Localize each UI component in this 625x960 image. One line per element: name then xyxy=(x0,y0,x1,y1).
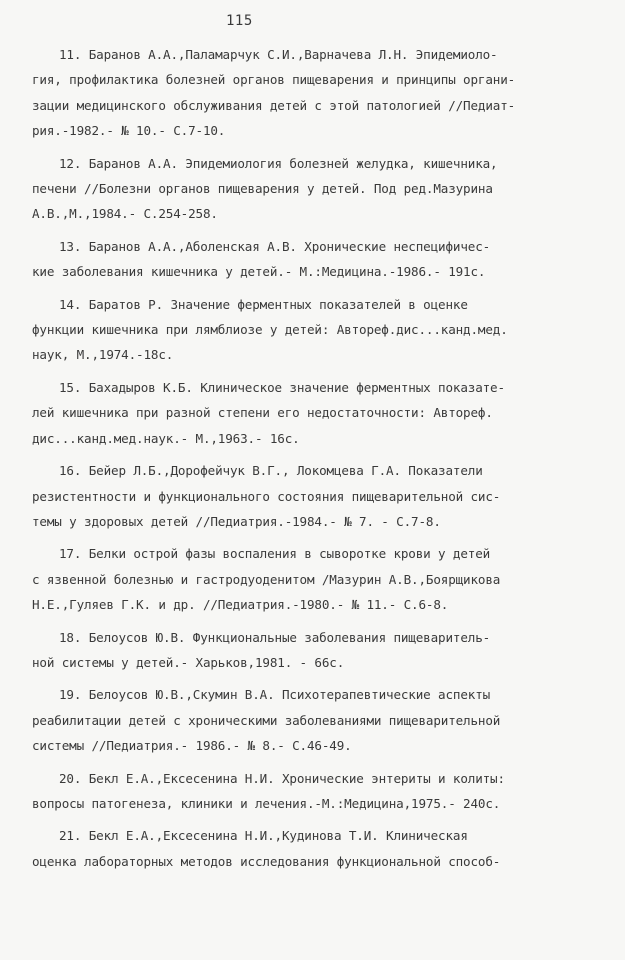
reference-line: 13. Баранов А.А.,Аболенская А.В. Хронические неспецифичес- xyxy=(59,238,491,254)
page-number: 115 xyxy=(226,13,253,29)
reference-item xyxy=(32,625,604,676)
reference-line: зации медицинского обслуживания детей с этой патологией //Педиат- xyxy=(32,97,516,113)
reference-line: темы у здоровых детей //Педиатрия.-1984.- № 7. - С.7-8. xyxy=(32,513,441,529)
reference-line: 16. Бейер Л.Б.,Дорофейчук В.Г., Локомцева Г.А. Показатели xyxy=(59,463,483,479)
reference-line: 12. Баранов А.А. Эпидемиология болезней желудка, кишечника, xyxy=(59,155,498,171)
reference-line: рия.-1982.- № 10.- С.7-10. xyxy=(32,123,226,139)
reference-line: 14. Баратов Р. Значение ферментных показателей в оценке xyxy=(59,296,468,312)
reference-line: 17. Белки острой фазы воспаления в сыворотке крови у детей xyxy=(59,546,491,562)
reference-line: А.В.,М.,1984.- С.254-258. xyxy=(32,206,218,222)
reference-line: функции кишечника при лямблиозе у детей: Автореф.дис...канд.мед. xyxy=(32,322,508,338)
reference-item xyxy=(32,823,604,874)
reference-line: 21. Бекл Е.А.,Ексесенина Н.И.,Кудинова Т.И. Клиническая xyxy=(59,828,468,844)
reference-item xyxy=(32,766,604,817)
reference-line: оценка лабораторных методов исследования функциональной способ- xyxy=(32,853,501,869)
reference-line: гия, профилактика болезней органов пищеварения и принципы органи- xyxy=(32,72,516,88)
reference-item xyxy=(32,375,604,451)
reference-line: 20. Бекл Е.А.,Ексесенина Н.И. Хронические энтериты и колиты: xyxy=(59,770,505,786)
reference-line: реабилитации детей с хроническими заболеваниями пищеварительной xyxy=(32,712,501,728)
reference-line: лей кишечника при разной степени его недостаточности: Автореф. xyxy=(32,405,493,421)
reference-item xyxy=(32,541,604,617)
reference-line: резистентности и функционального состояния пищеварительной сис- xyxy=(32,488,501,504)
reference-item xyxy=(32,292,604,368)
reference-item xyxy=(32,151,604,227)
reference-line: системы //Педиатрия.- 1986.- № 8.- С.46-49. xyxy=(32,738,352,754)
reference-line: ной системы у детей.- Харьков,1981. - 66с. xyxy=(32,654,345,670)
reference-line: кие заболевания кишечника у детей.- М.:Медицина.-1986.- 191с. xyxy=(32,264,486,280)
reference-line: 19. Белоусов Ю.В.,Скумин В.А. Психотерапевтические аспекты xyxy=(59,687,491,703)
reference-line: 15. Бахадыров К.Б. Клиническое значение ферментных показате- xyxy=(59,379,505,395)
reference-line: наук, М.,1974.-18с. xyxy=(32,347,174,363)
reference-line: с язвенной болезнью и гастродуоденитом /Мазурин А.В.,Боярщикова xyxy=(32,571,501,587)
reference-item xyxy=(32,234,604,285)
reference-item xyxy=(32,682,604,758)
reference-line: Н.Е.,Гуляев Г.К. и др. //Педиатрия.-1980.- № 11.- С.6-8. xyxy=(32,597,449,613)
reference-item xyxy=(32,458,604,534)
reference-line: печени //Болезни органов пищеварения у детей. Под ред.Мазурина xyxy=(32,181,493,197)
reference-line: дис...канд.мед.наук.- М.,1963.- 16с. xyxy=(32,430,300,446)
reference-line: 11. Баранов А.А.,Паламарчук С.И.,Варначева Л.Н. Эпидемиоло- xyxy=(59,47,498,62)
reference-item xyxy=(32,42,604,144)
reference-list xyxy=(32,42,604,881)
reference-line: вопросы патогенеза, клиники и лечения.-М.:Медицина,1975.- 240с. xyxy=(32,795,501,811)
reference-line: 18. Белоусов Ю.В. Функциональные заболевания пищеваритель- xyxy=(59,629,491,645)
